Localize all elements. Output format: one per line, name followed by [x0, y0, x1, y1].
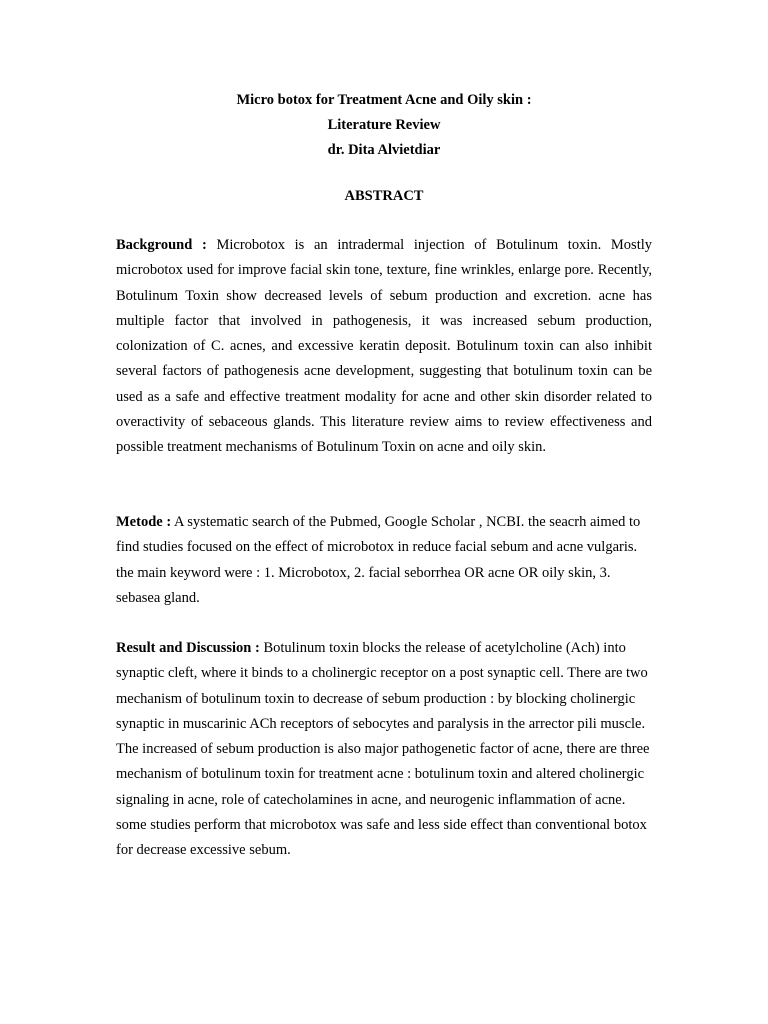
background-text: Microbotox is an intradermal injection of Botulinum toxin. Mostly microbotox used for improve facial skin tone, texture, fine wrinkles, enlarge pore. Recently, Botulinum Toxin show decreased levels of sebum production and excretion. acne has multiple factor that involved in pathogenesis, it was increased sebum production, colonization of C. acnes, and excessive keratin deposit. Botulinum toxin can also inhibit several factors of pathogenesis acne development, suggesting that botulinum toxin can be used as a safe and effective treatment modality for acne and other skin disorder related to overactivity of sebaceous glands. This literature review aims to review effectiveness and possible treatment mechanisms of Botulinum Toxin on acne and oily skin.	[116, 237, 652, 456]
title-line-1: Micro botox for Treatment Acne and Oily skin :	[236, 92, 532, 108]
metode-paragraph	[116, 510, 652, 611]
background-paragraph	[116, 233, 652, 461]
result-label: Result and Discussion :	[116, 640, 260, 656]
abstract-heading: ABSTRACT	[344, 188, 424, 204]
title-block	[0, 88, 768, 163]
result-text: Botulinum toxin blocks the release of acetylcholine (Ach) into synaptic cleft, where it binds to a cholinergic receptor on a post synaptic cell. There are two mechanism of botulinum toxin to decrease of sebum production : by blocking cholinergic synaptic in muscarinic ACh receptors of sebocytes and paralysis in the arrector pili muscle. The increased of sebum production is also major pathogenetic factor of acne, there are three mechanism of botulinum toxin for treatment acne : botulinum toxin and altered cholinergic signaling in acne, role of catecholamines in acne, and neurogenic inflammation of acne. some studies perform that microbotox was safe and less side effect than conventional botox for decrease excessive sebum.	[116, 640, 650, 859]
background-label: Background :	[116, 237, 207, 253]
metode-text: A systematic search of the Pubmed, Google Scholar , NCBI. the seacrh aimed to find studies focused on the effect of microbotox in reduce facial sebum and acne vulgaris. the main keyword were : 1. Microbotox, 2. facial seborrhea OR acne OR oily skin, 3. sebasea gland.	[116, 514, 641, 606]
result-discussion-paragraph	[116, 636, 652, 864]
metode-label: Metode :	[116, 514, 172, 530]
author-name: dr. Dita Alvietdiar	[327, 142, 441, 158]
title-line-2: Literature Review	[327, 117, 441, 133]
